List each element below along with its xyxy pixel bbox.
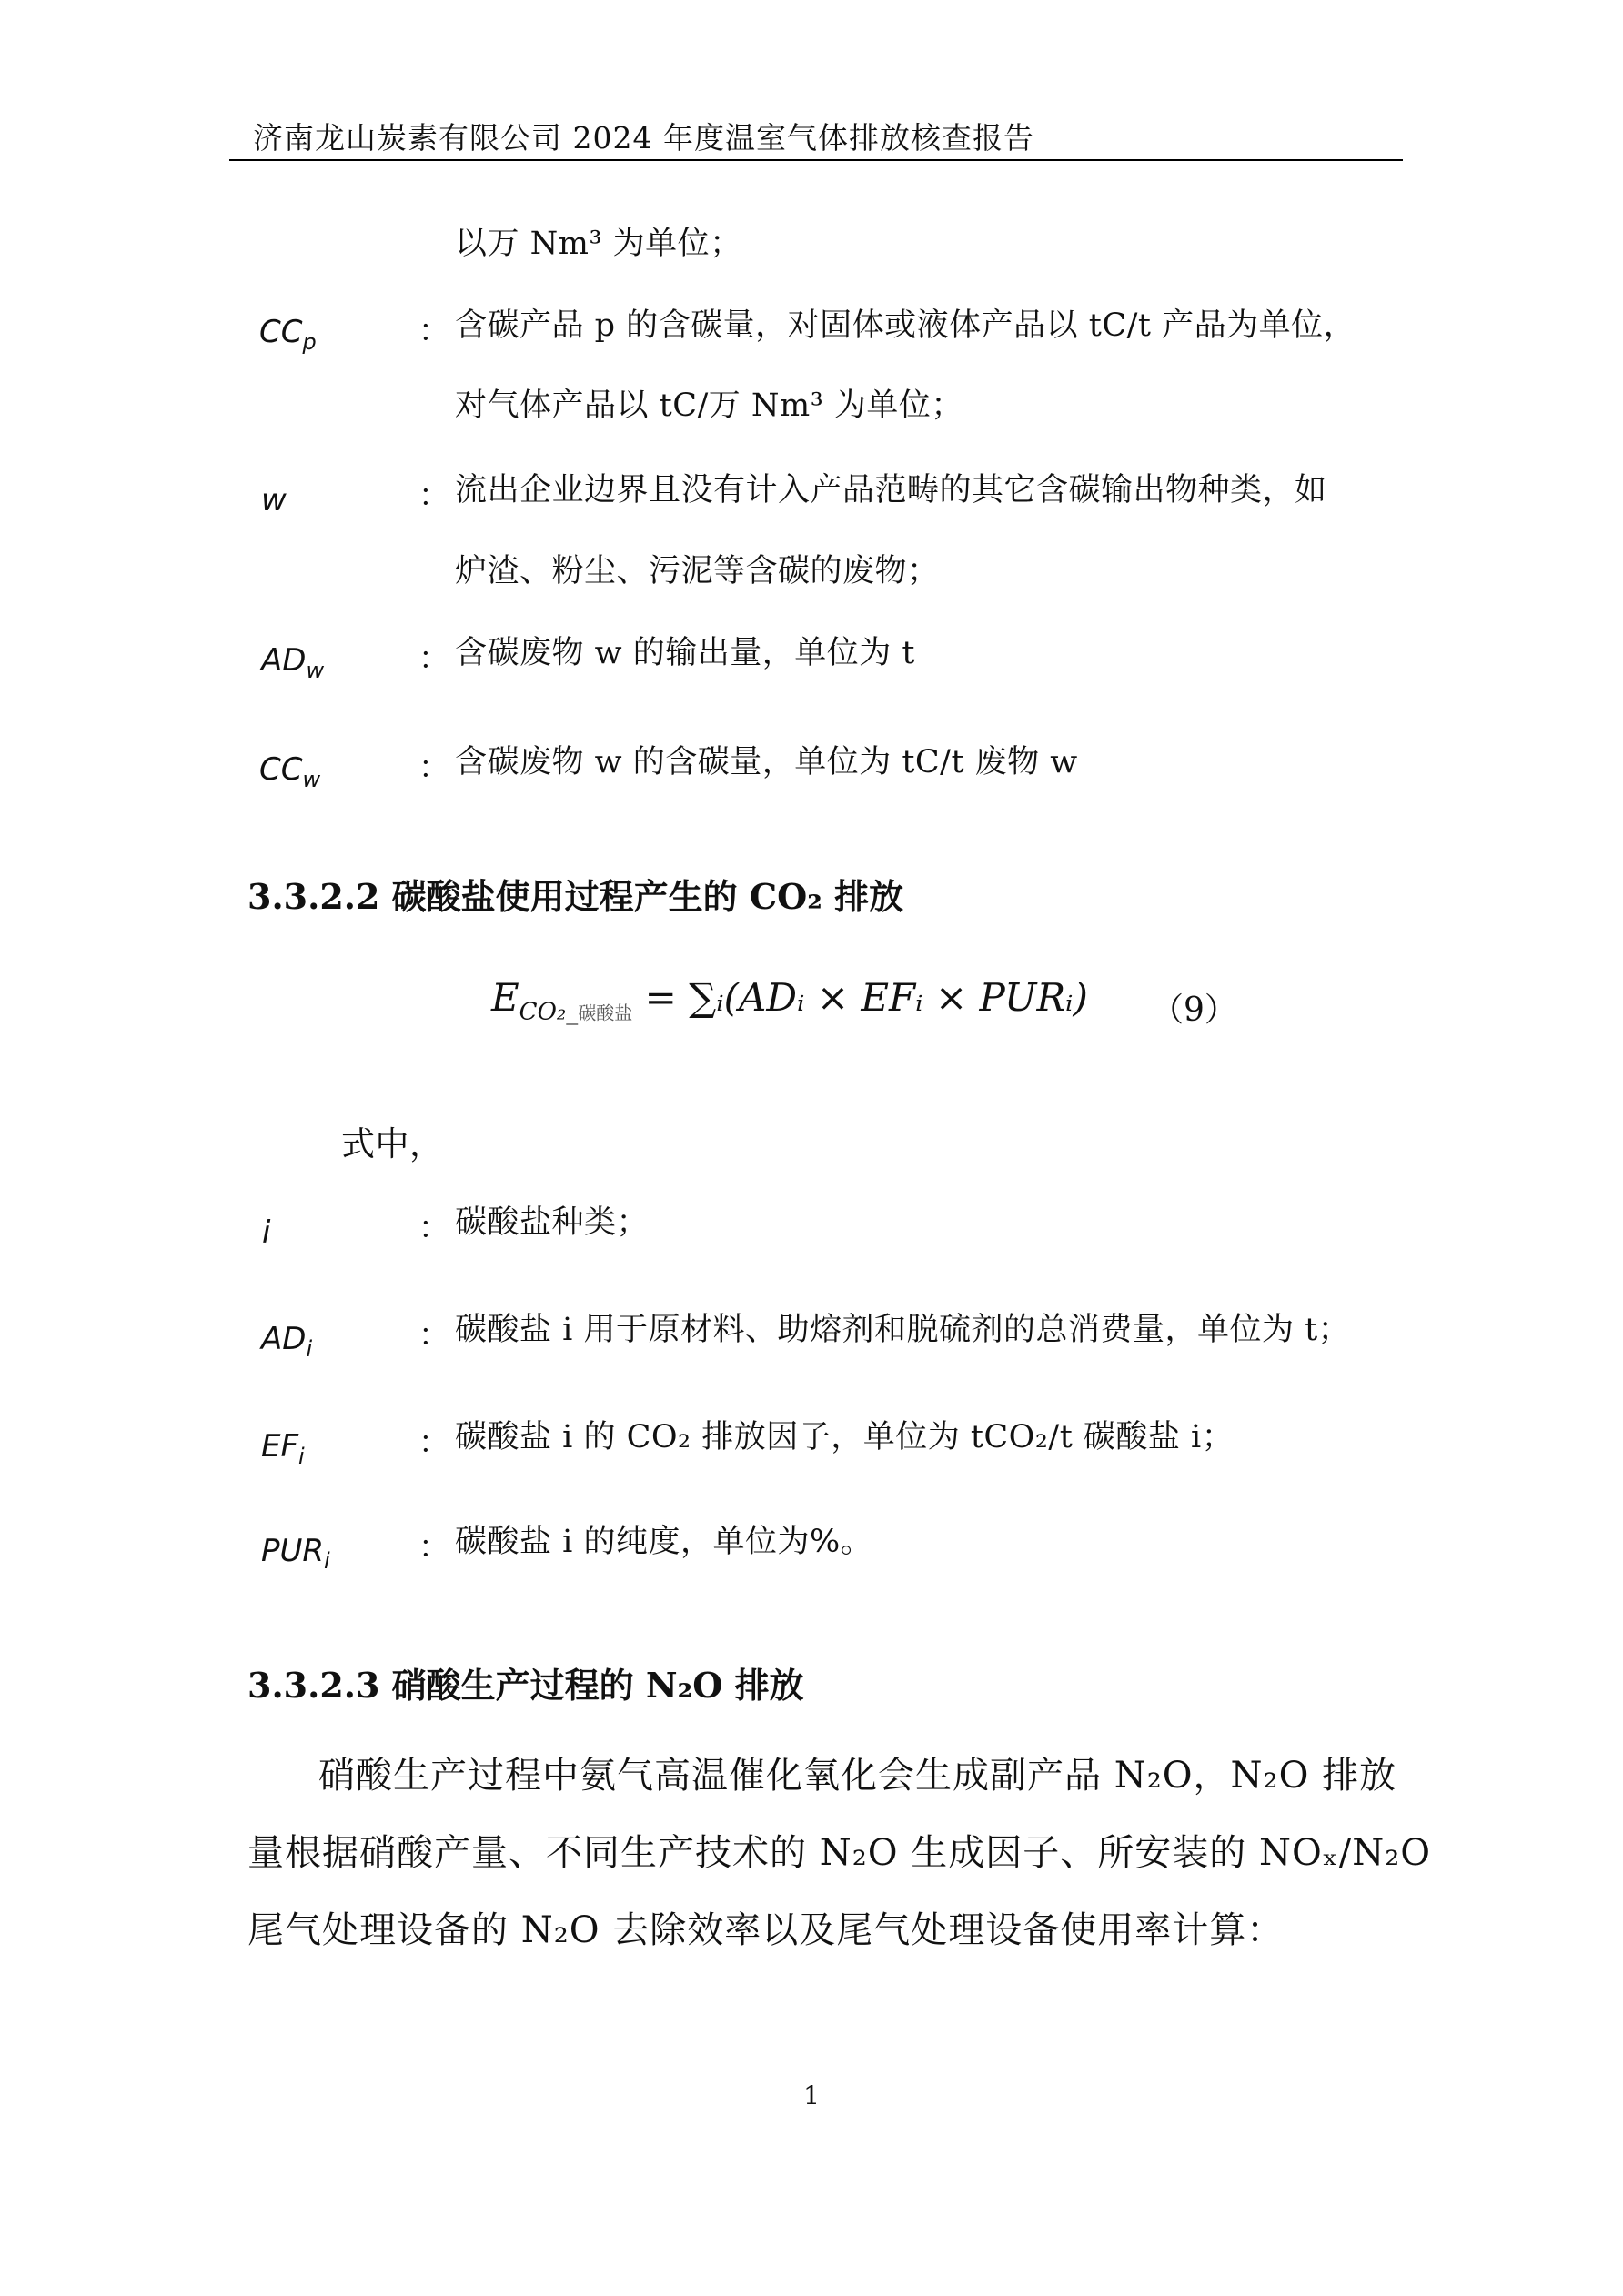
formula-9: [491, 975, 1088, 1026]
formula-lhs: E: [491, 975, 519, 1020]
definition-text: 碳酸盐种类；: [455, 1204, 650, 1241]
symbol-ad-i: [261, 1321, 313, 1362]
paragraph-line-2: 量根据硝酸产量、不同生产技术的 N₂O 生成因子、所安装的 NOₓ/N₂O: [247, 1832, 1432, 1874]
definition-colon: ：: [418, 1529, 449, 1566]
symbol-cc-w: [259, 751, 321, 792]
definition-text-cont: 炉渣、粉尘、污泥等含碳的废物；: [455, 553, 940, 589]
formula-lhs-subscript-label: 碳酸盐: [578, 1002, 633, 1024]
definition-colon: ：: [418, 1425, 449, 1461]
definition-text: 碳酸盐 i 的 CO₂ 排放因子，单位为 tCO₂/t 碳酸盐 i；: [455, 1419, 1235, 1455]
where-label: 式中，: [341, 1124, 444, 1163]
definition-colon: ：: [418, 750, 449, 786]
header-divider: [229, 159, 1403, 161]
definition-text: 含碳废物 w 的含碳量，单位为 tC/t 废物 w: [455, 744, 1078, 780]
symbol-ad-w: [261, 642, 325, 683]
definition-colon: ：: [418, 1210, 449, 1246]
definition-text: 含碳产品 p 的含碳量，对固体或液体产品以 tC/t 产品为单位，: [455, 307, 1356, 344]
symbol-text: PUR: [261, 1533, 325, 1569]
symbol-text: i: [262, 1214, 271, 1251]
symbol-w: [261, 482, 287, 519]
symbol-text: AD: [261, 1321, 307, 1357]
symbol-subscript: i: [306, 1335, 313, 1362]
definition-text: 含碳废物 w 的输出量，单位为 t: [455, 635, 915, 671]
symbol-subscript: i: [324, 1547, 330, 1574]
symbol-i: [262, 1214, 270, 1251]
symbol-text: CC: [259, 751, 303, 788]
symbol-subscript: p: [302, 328, 317, 355]
symbol-text: AD: [261, 642, 307, 679]
formula-lhs-subscript: CO₂_: [519, 998, 579, 1026]
definition-text-cont: 对气体产品以 tC/万 Nm³ 为单位；: [455, 388, 963, 424]
definition-colon: ：: [418, 640, 449, 677]
definition-text: 流出企业边界且没有计入产品范畴的其它含碳输出物种类，如: [455, 472, 1327, 509]
definition-colon: ：: [418, 313, 449, 349]
definition-text: 碳酸盐 i 的纯度，单位为%。: [455, 1524, 873, 1560]
definition-colon: ：: [418, 1317, 449, 1354]
symbol-subscript: w: [306, 657, 325, 683]
page-number: 1: [803, 2080, 820, 2110]
continuation-line: 以万 Nm³ 为单位；: [455, 226, 742, 262]
definition-colon: ：: [418, 478, 449, 514]
section-heading-3323: 3.3.2.3 硝酸生产过程的 N₂O 排放: [247, 1665, 804, 1706]
symbol-subscript: w: [302, 766, 321, 792]
equation-number: （9）: [1151, 992, 1237, 1029]
symbol-text: EF: [261, 1428, 299, 1465]
section-heading-3322: 3.3.2.2 碳酸盐使用过程产生的 CO₂ 排放: [247, 876, 904, 917]
definition-text: 碳酸盐 i 用于原材料、助熔剂和脱硫剂的总消费量，单位为 t；: [455, 1312, 1351, 1348]
paragraph-line-1: 硝酸生产过程中氨气高温催化氧化会生成副产品 N₂O，N₂O 排放: [318, 1755, 1397, 1797]
symbol-cc-p: [259, 314, 317, 355]
formula-rhs: = ∑ᵢ(ADᵢ × EFᵢ × PURᵢ): [644, 975, 1088, 1020]
paragraph-line-3: 尾气处理设备的 N₂O 去除效率以及尾气处理设备使用率计算：: [247, 1909, 1285, 1951]
symbol-text: w: [261, 482, 287, 519]
symbol-subscript: i: [298, 1443, 305, 1469]
page-header: 济南龙山炭素有限公司 2024 年度温室气体排放核查报告: [253, 120, 1034, 156]
symbol-ef-i: [261, 1428, 305, 1469]
symbol-text: CC: [259, 314, 303, 350]
symbol-pur-i: [261, 1533, 330, 1574]
